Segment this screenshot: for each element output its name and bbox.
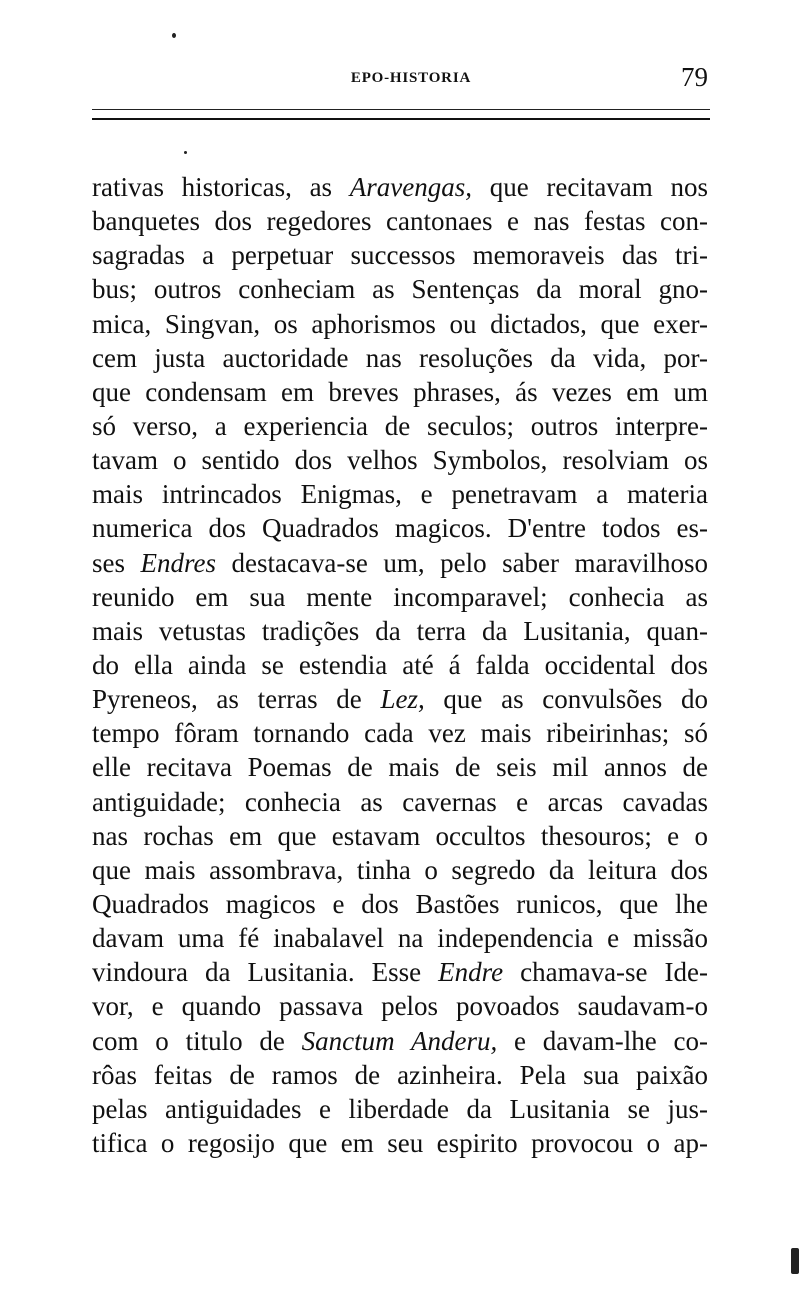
italic-term: Endre	[438, 957, 504, 988]
text-line: sagradas a perpetuar successos memoraveis das tri-	[92, 240, 708, 271]
page-number: 79	[681, 62, 708, 92]
italic-term: Aravengas,	[349, 172, 472, 202]
text-line: ses Endres destacava-se um, pelo saber maravilhoso	[92, 547, 708, 578]
text-line: do ella ainda se estendia até á falda occidental dos	[92, 649, 708, 680]
text-line: Quadrados magicos e dos Bastões runicos, que lhe	[92, 888, 708, 919]
ink-speck	[184, 151, 187, 154]
text-line: com o titulo de Sanctum Anderu, e davam-lhe co-	[92, 1025, 708, 1056]
text-line: banquetes dos regedores cantonaes e nas festas con-	[92, 206, 708, 237]
text-line: bus; outros conheciam as Sentenças da moral gno-	[92, 274, 708, 305]
text-line: que mais assombrava, tinha o segredo da leitura dos	[92, 854, 708, 885]
italic-term: Lez,	[380, 684, 425, 715]
text-line: elle recitava Poemas de mais de seis mil annos de	[92, 752, 708, 783]
text-line: antiguidade; conhecia as cavernas e arcas cavadas	[92, 786, 708, 817]
header-rule-thick	[92, 118, 710, 120]
italic-term: Sanctum Anderu,	[301, 1025, 498, 1056]
text-line: nas rochas em que estavam occultos thesouros; e o	[92, 820, 708, 851]
text-line: tifica o regosijo que em seu espirito provocou o ap-	[92, 1127, 708, 1158]
header-rule-thin	[92, 109, 710, 110]
page-header	[92, 60, 710, 100]
italic-term: Endres	[140, 547, 216, 578]
text-line: davam uma fé inabalavel na independencia e missão	[92, 923, 708, 954]
text-line: rôas feitas de ramos de azinheira. Pela sua paixão	[92, 1059, 708, 1090]
text-line: mais intrincados Enigmas, e penetravam a materia	[92, 479, 708, 510]
text-line: reunido em sua mente incomparavel; conhecia as	[92, 581, 708, 612]
text-line: tavam o sentido dos velhos Symbolos, resolviam os	[92, 445, 708, 476]
text-line: mais vetustas tradições da terra da Lusitania, quan-	[92, 615, 708, 646]
text-line: vor, e quando passava pelos povoados saudavam-o	[92, 991, 708, 1022]
text-line: tempo fôram tornando cada vez mais ribeirinhas; só	[92, 718, 708, 749]
text-line: mica, Singvan, os aphorismos ou dictados, que exer-	[92, 308, 708, 339]
text-line: que condensam em breves phrases, ás vezes em um	[92, 376, 708, 407]
body-text	[92, 170, 708, 1160]
text-line: vindoura da Lusitania. Esse Endre chamava-se Ide-	[92, 957, 708, 988]
text-line: Pyreneos, as terras de Lez, que as convulsões do	[92, 684, 708, 715]
text-line: numerica dos Quadrados magicos. D'entre todos es-	[92, 513, 708, 544]
page-edge-mark	[791, 1248, 799, 1274]
text-line: pelas antiguidades e liberdade da Lusitania se jus-	[92, 1093, 708, 1124]
text-line: cem justa auctoridade nas resoluções da vida, por-	[92, 342, 708, 373]
running-title: EPO-HISTORIA	[350, 70, 472, 86]
text-line: só verso, a experiencia de seculos; outros interpre-	[92, 410, 708, 441]
ink-speck	[172, 33, 176, 38]
text-line: rativas historicas, as Aravengas, que recitavam nos	[92, 172, 708, 202]
